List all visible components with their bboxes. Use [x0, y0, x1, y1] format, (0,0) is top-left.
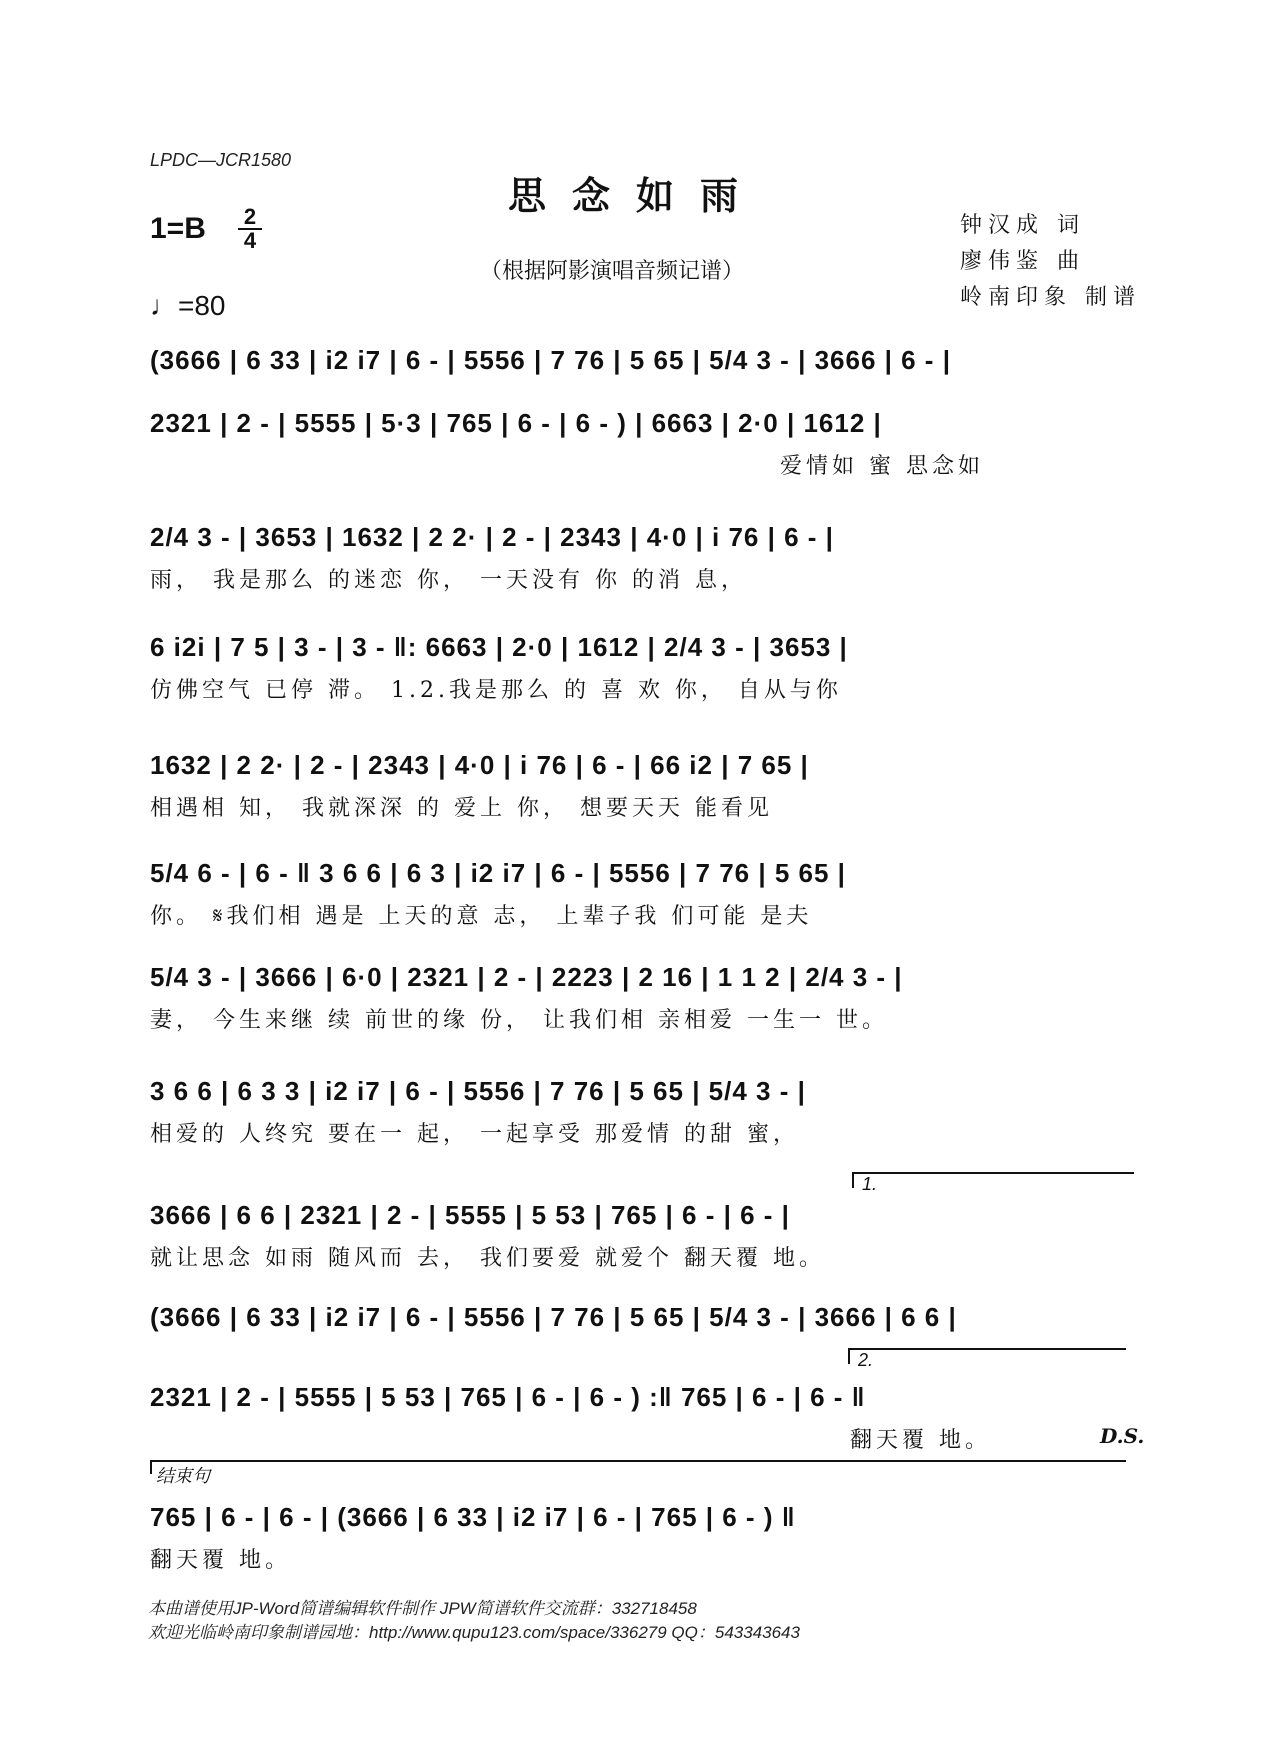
lyrics-line-4: 仿佛空气 已停 滞。 1.2.我是那么 的 喜 欢 你， 自从与你 [150, 678, 842, 703]
notes-line-10: (3666 | 6 33 | i2 i7 | 6 - | 5556 | 7 76 | 5 65 | 5/4 3 - | 3666 | 6 6 | [150, 1302, 957, 1332]
notes-line-8: 3 6 6 | 6 3 3 | i2 i7 | 6 - | 5556 | 7 76 | 5 65 | 5/4 3 - | [150, 1076, 806, 1106]
score-line-1 [150, 345, 1130, 386]
time-sig-denominator: 4 [238, 228, 262, 252]
ending-bracket [150, 1460, 1126, 1474]
score-line-9 [150, 1200, 1130, 1272]
notes-line-7: 5/4 3 - | 3666 | 6·0 | 2321 | 2 - | 2223 | 2 16 | 1 1 2 | 2/4 3 - | [150, 962, 903, 992]
volta-2-label: 2. [858, 1350, 874, 1370]
lyrics-line-9: 就让思念 如雨 随风而 去， 我们要爱 就爱个 翻天覆 地。 [150, 1246, 825, 1271]
score-code: LPDC—JCR1580 [150, 150, 292, 170]
lyrics-line-8: 相爱的 人终究 要在一 起， 一起享受 那爱情 的甜 蜜， [150, 1122, 799, 1147]
song-title: 思念如雨 [507, 173, 764, 218]
notes-line-9: 3666 | 6 6 | 2321 | 2 - | 5555 | 5 53 | 765 | 6 - | 6 - | [150, 1200, 790, 1230]
footer-line-2: 欢迎光临岭南印象制谱园地：http://www.qupu123.com/space/336279 QQ：543343643 [148, 1623, 800, 1642]
lyrics-line-2: 爱情如 蜜 思念如 [780, 454, 984, 479]
time-signature [238, 206, 262, 252]
notes-line-6: 5/4 6 - | 6 - ‖ 3 6 6 | 6 3 | i2 i7 | 6 - | 5556 | 7 76 | 5 65 | [150, 858, 846, 888]
lyrics-line-12: 翻天覆 地。 [150, 1548, 291, 1573]
volta-1-label: 1. [862, 1174, 878, 1194]
score-line-8 [150, 1076, 1130, 1148]
key-signature: 1=B [150, 212, 206, 245]
lyrics-line-3: 雨， 我是那么 的迷恋 你， 一天没有 你 的消 息， [150, 568, 747, 593]
score-line-5 [150, 750, 1130, 822]
tempo-marking: ♩=80 [150, 290, 226, 321]
subtitle: （根据阿影演唱音频记谱） [480, 259, 745, 284]
score-line-10 [150, 1302, 1130, 1343]
notes-line-1: (3666 | 6 33 | i2 i7 | 6 - | 5556 | 7 76 | 5 65 | 5/4 3 - | 3666 | 6 - | [150, 345, 951, 375]
lyrics-line-11: 翻天覆 地。 [850, 1428, 991, 1453]
score-line-7 [150, 962, 1130, 1034]
score-line-11 [150, 1382, 1130, 1454]
dal-segno-marking: D.S. [1100, 1424, 1145, 1448]
notes-line-5: 1632 | 2 2· | 2 - | 2343 | 4·0 | i 76 | 6 - | 66 i2 | 7 65 | [150, 750, 809, 780]
score-line-4 [150, 632, 1130, 704]
ending-label: 结束句 [156, 1466, 210, 1486]
notes-line-11: 2321 | 2 - | 5555 | 5 53 | 765 | 6 - | 6 - ) :‖ 765 | 6 - | 6 - ‖ [150, 1382, 866, 1412]
time-sig-numerator: 2 [243, 204, 257, 229]
notes-line-3: 2/4 3 - | 3653 | 1632 | 2 2· | 2 - | 2343 | 4·0 | i 76 | 6 - | [150, 522, 834, 552]
notes-line-12: 765 | 6 - | 6 - | (3666 | 6 33 | i2 i7 | 6 - | 765 | 6 - ) ‖ [150, 1502, 796, 1532]
score-line-3 [150, 522, 1130, 594]
volta-1-bracket [852, 1172, 1134, 1194]
composer-credit: 廖伟鉴 曲 [960, 249, 1085, 274]
footer-line-1: 本曲谱使用JP-Word简谱编辑软件制作 JPW简谱软件交流群：332718458 [148, 1599, 697, 1618]
lyrics-line-6: 你。 𝄋我们相 遇是 上天的意 志， 上辈子我 们可能 是夫 [150, 904, 813, 929]
lyrics-line-5: 相遇相 知， 我就深深 的 爱上 你， 想要天天 能看见 [150, 796, 773, 821]
volta-2-bracket [848, 1348, 1126, 1370]
lyricist-credit: 钟汉成 词 [960, 213, 1085, 238]
score-line-12 [150, 1502, 1130, 1574]
arranger-credit: 岭南印象 制谱 [960, 285, 1141, 310]
score-line-6 [150, 858, 1130, 930]
notes-line-2: 2321 | 2 - | 5555 | 5·3 | 765 | 6 - | 6 - ) | 6663 | 2·0 | 1612 | [150, 408, 882, 438]
lyrics-line-7: 妻， 今生来继 续 前世的缘 份， 让我们相 亲相爱 一生一 世。 [150, 1008, 888, 1033]
notes-line-4: 6 i2i | 7 5 | 3 - | 3 - ‖: 6663 | 2·0 | 1612 | 2/4 3 - | 3653 | [150, 632, 848, 662]
score-line-2 [150, 408, 1130, 480]
